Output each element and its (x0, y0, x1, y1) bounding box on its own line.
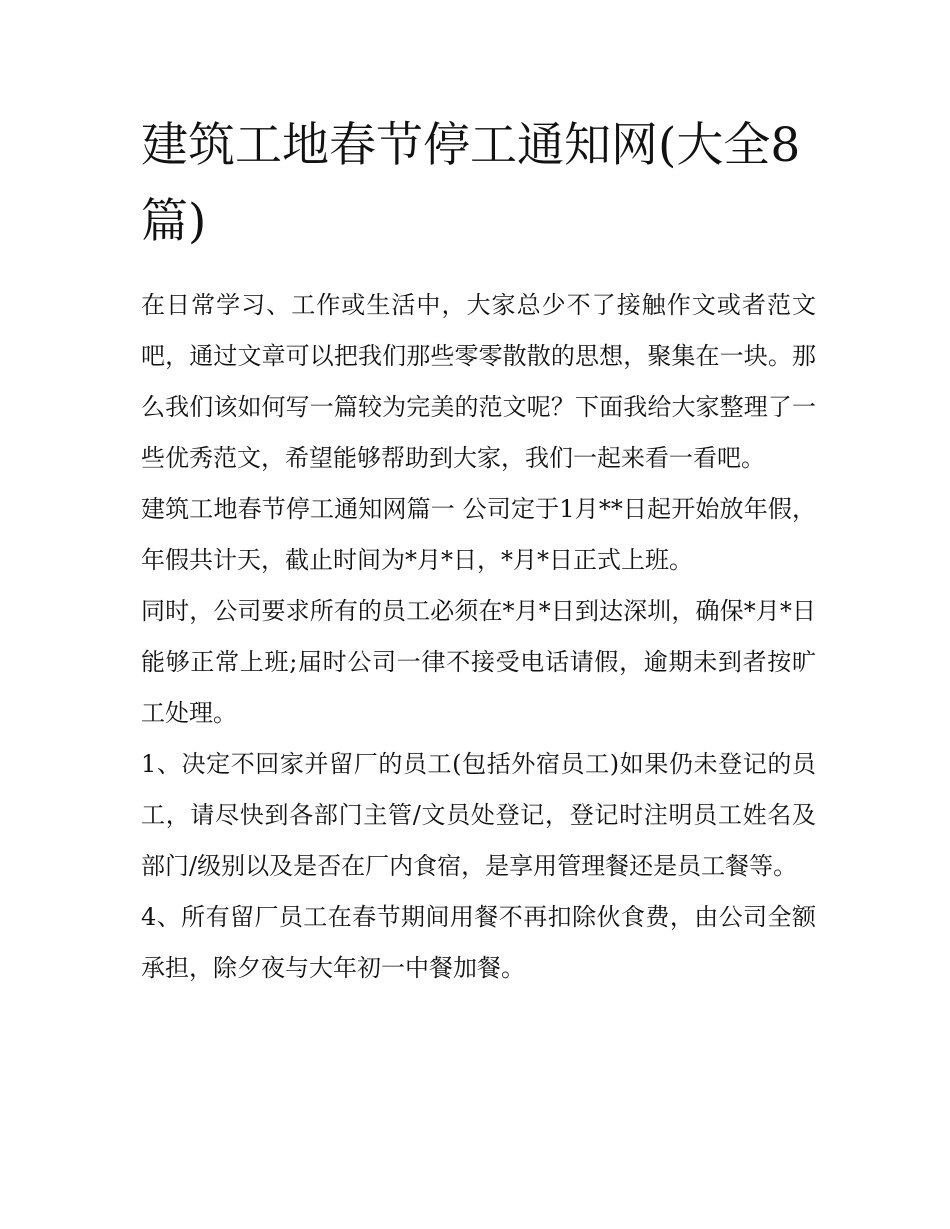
paragraph-notice-1: 建筑工地春节停工通知网篇一 公司定于1月**日起开始放年假，年假共计天，截止时间为*月*日，*月*日正式上班。 (141, 495, 816, 574)
paragraph-notice-2: 同时，公司要求所有的员工必须在*月*日到达深圳，确保*月*日能够正常上班;届时公司一律不接受电话请假，逾期未到者按旷工处理。 (141, 597, 816, 727)
paragraph-item-1: 1、决定不回家并留厂的员工(包括外宿员工)如果仍未登记的员工，请尽快到各部门主管/文员处登记，登记时注明员工姓名及部门/级别以及是否在厂内食宿，是享用管理餐还是员工餐等。 (141, 750, 816, 880)
document-title: 建筑工地春节停工通知网(大全8篇) (141, 118, 801, 249)
paragraph-intro: 在日常学习、工作或生活中，大家总少不了接触作文或者范文吧，通过文章可以把我们那些零零散散的思想，聚集在一块。那么我们该如何写一篇较为完美的范文呢？下面我给大家整理了一些优秀范文，希望能够帮助到大家，我们一起来看一看吧。 (141, 291, 816, 472)
document-body (141, 108, 816, 994)
paragraph-item-4: 4、所有留厂员工在春节期间用餐不再扣除伙食费，由公司全额承担，除夕夜与大年初一中餐加餐。 (141, 903, 816, 982)
